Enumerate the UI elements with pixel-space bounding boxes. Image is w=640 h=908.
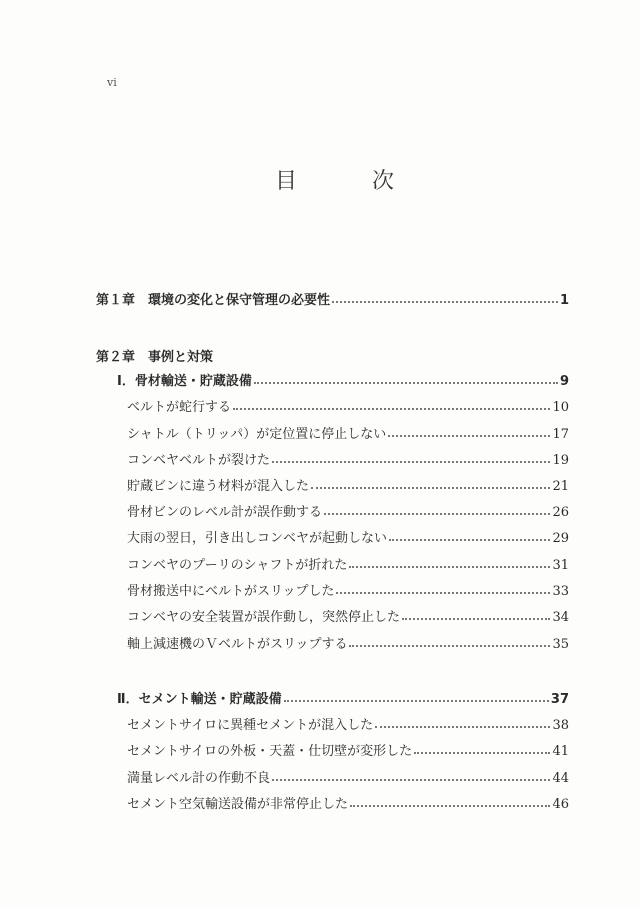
toc-entry-page: 34 [552, 610, 569, 625]
toc-entry-label: シャトル（トリッパ）が定位置に停止しない [127, 427, 387, 442]
toc-entry-label: コンベヤの安全装置が誤作動し，突然停止した [127, 610, 401, 625]
toc-entry-label: 第１章 環境の変化と保守管理の必要性 [96, 293, 331, 308]
toc-entry-label: セメントサイロの外板・天蓋・仕切壁が変形した [127, 744, 413, 759]
toc-entry[interactable] [127, 554, 569, 573]
toc-entry[interactable] [127, 527, 569, 546]
leader-dots [284, 700, 549, 702]
toc-entry-page: 38 [552, 718, 569, 733]
toc-entry[interactable] [127, 633, 569, 652]
page-number: vi [107, 76, 117, 89]
toc-entry-page: 37 [550, 692, 569, 707]
toc-entry-label: 骨材搬送中にベルトがスリップした [127, 584, 335, 599]
leader-dots [254, 382, 558, 384]
toc-entry-label: セメントサイロに異種セメントが混入した [127, 718, 374, 733]
toc-entry-page: 9 [559, 374, 569, 389]
toc-entry-page: 35 [552, 637, 569, 652]
toc-entry-page: 46 [552, 797, 569, 812]
toc-entry-label: 満量レベル計の作動不良 [127, 771, 271, 786]
toc-entry[interactable] [127, 793, 569, 812]
toc-entry-label: Ⅰ．骨材輸送・貯蔵設備 [117, 374, 252, 389]
leader-dots [272, 461, 550, 463]
toc-entry-page: 17 [552, 427, 569, 442]
toc-entry[interactable] [127, 767, 569, 786]
toc-entry[interactable] [127, 714, 569, 733]
leader-dots [233, 408, 550, 410]
toc-entry-label: 大雨の翌日，引き出しコンベヤが起動しない [127, 531, 388, 546]
toc-entry-section-2[interactable] [117, 688, 569, 707]
leader-dots [349, 566, 550, 568]
toc-entry[interactable] [127, 580, 569, 599]
toc-entry[interactable] [127, 449, 569, 468]
toc-entry-label: コンベヤベルトが裂けた [127, 453, 271, 468]
leader-dots [324, 513, 550, 515]
leader-dots [402, 618, 550, 620]
toc-entry[interactable] [127, 396, 569, 415]
leader-dots [272, 779, 550, 781]
toc-entry-chapter-1[interactable] [96, 289, 569, 308]
leader-dots [414, 752, 550, 754]
leader-dots [375, 726, 550, 728]
leader-dots [311, 487, 550, 489]
leader-dots [336, 592, 550, 594]
toc-entry[interactable] [127, 740, 569, 759]
toc-entry-page: 33 [552, 584, 569, 599]
leader-dots [389, 539, 550, 541]
toc-entry-label: 軸上減速機のＶベルトがスリップする [127, 637, 348, 652]
toc-entry[interactable] [127, 423, 569, 442]
leader-dots [350, 805, 550, 807]
toc-entry[interactable] [127, 475, 569, 494]
toc-entry-page: 31 [552, 558, 569, 573]
leader-dots [349, 645, 550, 647]
toc-entry-page: 10 [552, 400, 569, 415]
toc-entry-page: 21 [552, 479, 569, 494]
toc-entry-page: 19 [552, 453, 569, 468]
toc-entry-label: Ⅱ．セメント輸送・貯蔵設備 [117, 692, 282, 707]
toc-entry[interactable] [127, 501, 569, 520]
leader-dots [388, 435, 550, 437]
title-char-1: 目 [275, 169, 298, 194]
toc-chapter-2-heading[interactable]: 第２章 事例と対策 [96, 350, 214, 365]
toc-entry-page: 26 [552, 505, 569, 520]
toc-entry-page: 41 [552, 744, 569, 759]
toc-entry-page: 1 [559, 293, 569, 308]
toc-entry-label: ベルトが蛇行する [127, 400, 232, 415]
leader-dots [332, 301, 558, 303]
toc-entry-page: 44 [552, 771, 569, 786]
toc-entry-label: コンベヤのプーリのシャフトが折れた [127, 558, 348, 573]
toc-entry-label: 貯蔵ビンに違う材料が混入した [127, 479, 310, 494]
toc-entry-label: 骨材ビンのレベル計が誤作動する [127, 505, 323, 520]
toc-entry-label: セメント空気輸送設備が非常停止した [127, 797, 349, 812]
toc-entry-section-1[interactable] [117, 370, 569, 389]
toc-entry-page: 29 [552, 531, 569, 546]
toc-entry[interactable] [127, 606, 569, 625]
title-char-2: 次 [372, 169, 395, 194]
